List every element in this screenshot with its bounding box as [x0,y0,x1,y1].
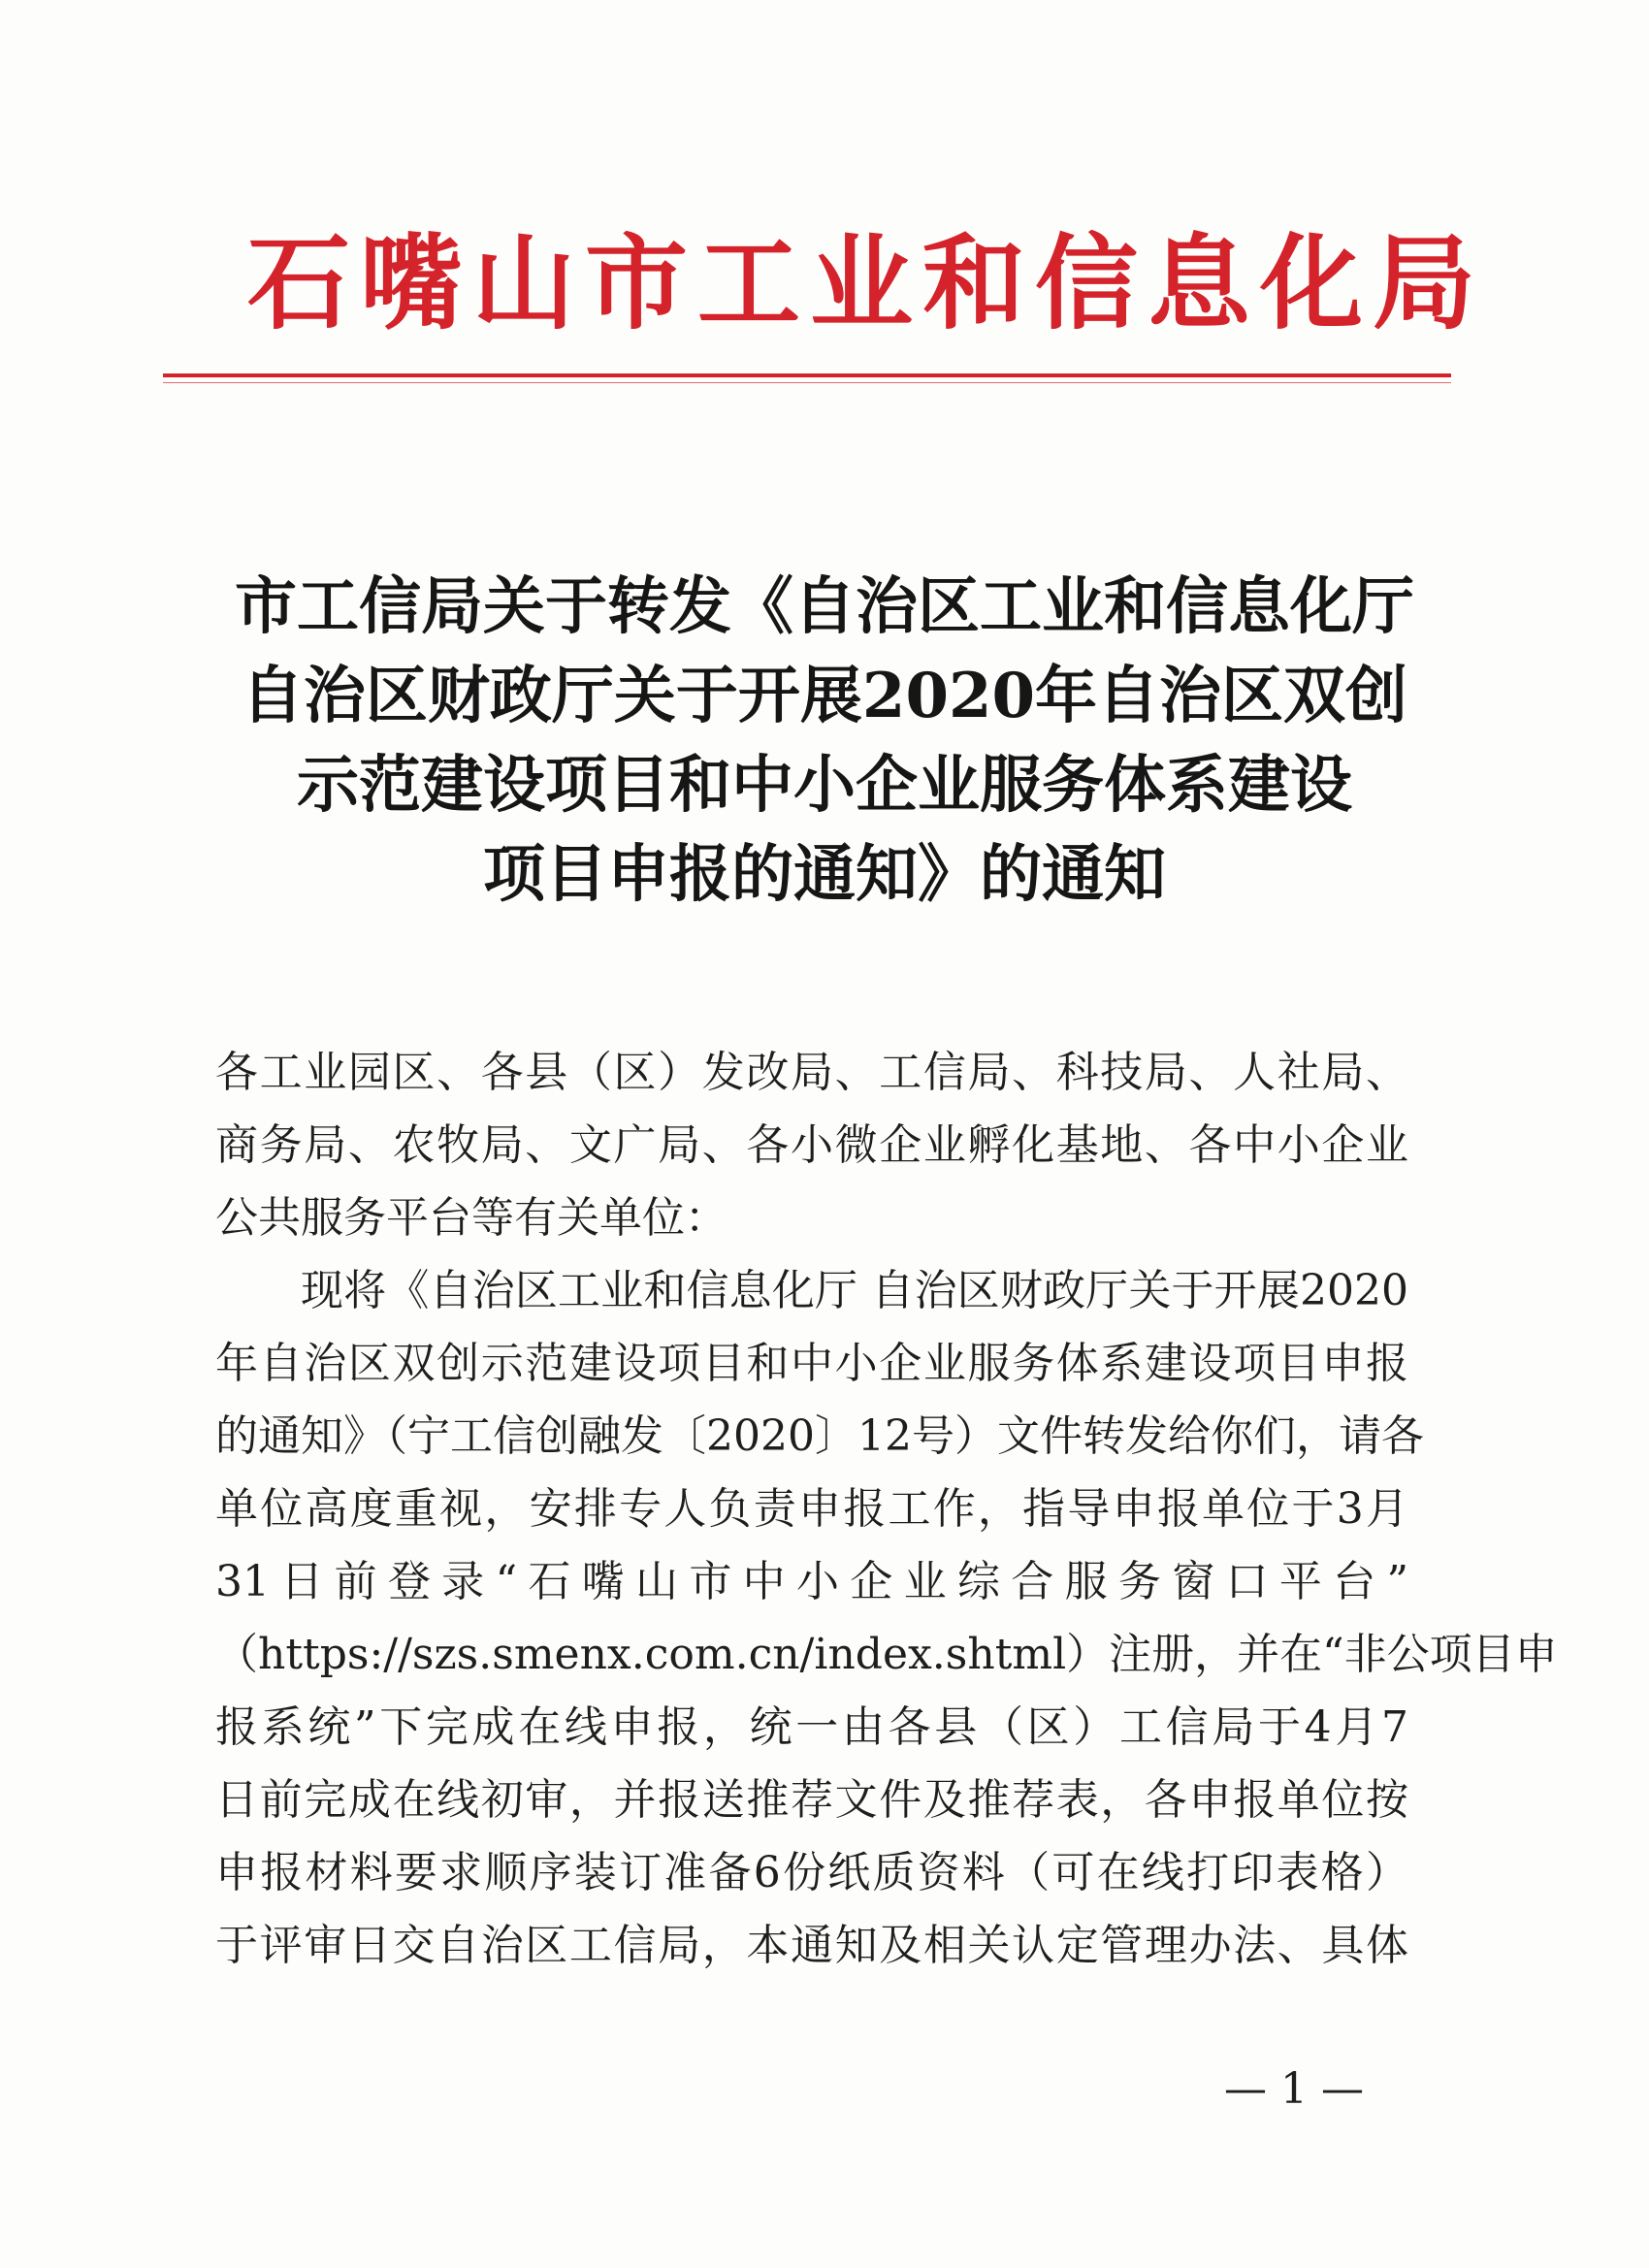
body-line: 现将《自治区工业和信息化厅 自治区财政厅关于开展2020 [301,1266,1408,1315]
document-title-line: 项目申报的通知》的通知 [483,838,1166,911]
addressee-line: 公共服务平台等有关单位： [215,1193,728,1243]
body-line: 单位高度重视，安排专人负责申报工作，指导申报单位于3月 [215,1484,1408,1534]
document-title-line: 示范建设项目和中小企业服务体系建设 [297,749,1352,822]
body-line: 申报材料要求顺序装订准备6份纸质资料（可在线打印表格） [215,1848,1408,1897]
body-line: （https://szs.smenx.com.cn/index.shtml）注册，并在“非公项目申 [215,1630,1558,1679]
body-line: 的通知》（宁工信创融发〔2020〕12号）文件转发给你们，请各 [215,1411,1424,1461]
addressee-line: 商务局、农牧局、文广局、各小微企业孵化基地、各中小企业 [215,1120,1408,1170]
body-line: 日前完成在线初审，并报送推荐文件及推荐表，各申报单位按 [215,1775,1408,1825]
document-body [215,1036,1558,1982]
body-line: 31日前登录“石嘴山市中小企业综合服务窗口平台” [215,1557,1408,1606]
body-line: 报系统”下完成在线申报，统一由各县（区）工信局于4月7 [215,1702,1408,1752]
letterhead-title: 石嘴山市工业和信息化局 [247,224,1485,343]
page-number: — 1 — [1224,2064,1364,2114]
document-title-line: 市工信局关于转发《自治区工业和信息化厅 [235,570,1414,643]
body-line: 年自治区双创示范建设项目和中小企业服务体系建设项目申报 [215,1339,1408,1388]
document-title-line: 自治区财政厅关于开展2020年自治区双创 [241,660,1408,732]
letterhead-red-rule-thin [163,382,1451,383]
body-line: 于评审日交自治区工信局，本通知及相关认定管理办法、具体 [215,1921,1408,1970]
letterhead-red-rule [163,373,1451,377]
addressee-line: 各工业园区、各县（区）发改局、工信局、科技局、人社局、 [215,1048,1408,1097]
document-title [194,563,1455,920]
